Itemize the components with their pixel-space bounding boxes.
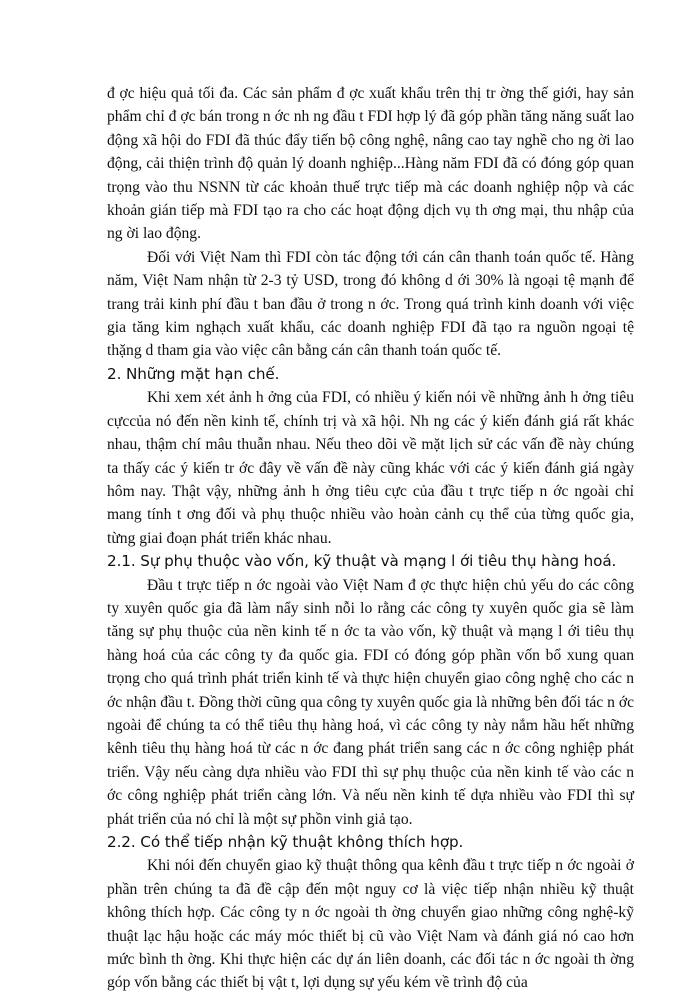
paragraph-fdi-benefits: đ ợc hiệu quả tối đa. Các sản phẩm đ ợc xuất khẩu trên thị tr ờng thế giới, hay sản phẩm chỉ đ ợc bán trong n ớc nh ng đầu t FDI hợp lý đã góp phần tăng năng suất lao động xã hội do FDI đã thúc đẩy tiến bộ công nghệ, nâng cao tay nghề cho ng ời lao động, cải thiện trình độ quản lý doanh nghiệp...Hàng năm FDI đã có đóng góp quan trọng vào thu NSNN từ các khoản thuế trực tiếp mà các doanh nghiệp nộp và các khoản gián tiếp mà FDI tạo ra cho các hoạt động dịch vụ th ơng mại, thu nhập của ng ời lao động. [107, 85, 634, 243]
paragraph-inappropriate-tech: Khi nói đến chuyển giao kỹ thuật thông qua kênh đầu t trực tiếp n ớc ngoài ở phần trên chúng ta đã đề cập đến một nguy cơ là việc tiếp nhận nhiều kỹ thuật không thích hợp. Các công ty n ớc ngoài th ờng chuyển giao những công nghệ-kỹ thuật lạc hậu hoặc các máy móc thiết bị cũ vào Việt Nam và đánh giá nó cao hơn mức bình th ờng. Khi thực hiện các dự án liên doanh, các đối tác n ớc ngoài th ờng góp vốn bằng các thiết bị vật t, lợi dụng sự yếu kém về trình độ của [107, 857, 634, 992]
section-heading-dependence: 2.1. Sự phụ thuộc vào vốn, kỹ thuật và mạng l ới tiêu thụ hàng hoá. [107, 552, 617, 571]
paragraph-dependence: Đầu t trực tiếp n ớc ngoài vào Việt Nam đ ợc thực hiện chủ yếu do các công ty xuyên quốc gia đã làm nẩy sinh nỗi lo rằng các công ty xuyên quốc gia sẽ làm tăng sự phụ thuộc của nền kinh tế n ớc ta vào vốn, kỹ thuật và mạng l ới tiêu thụ hàng hoá của các công ty đa quốc gia. FDI có đóng góp phần vốn bổ xung quan trọng cho quá trình phát triển kinh tế và thực hiện chuyển giao công nghệ cho các n ớc nhận đầu t. Đồng thời cũng qua công ty xuyên quốc gia là những bên đối tác n ớc ngoài để chúng ta có thể tiêu thụ hàng hoá, vì các công ty này nắm hầu hết những kênh tiêu thụ hàng hoá từ các n ớc đang phát triển sang các n ớc công nghiệp phát triển. Vậy nếu càng dựa nhiều vào FDI thì sự phụ thuộc của nền kinh tế vào các n ớc công nghiệp phát triển càng lớn. Và nếu nền kinh tế dựa nhiều vào FDI thì sự phát triển của nó chỉ là một sự phồn vinh giả tạo. [107, 576, 634, 828]
section-heading-limitations: 2. Những mặt hạn chế. [107, 364, 280, 383]
paragraph-negative-effects: Khi xem xét ảnh h ởng của FDI, có nhiều ý kiến nói về những ảnh h ởng tiêu cựccủa nó đến nền kinh tế, chính trị và xã hội. Nh ng các ý kiến đánh giá rất khác nhau, thậm chí mâu thuẫn nhau. Nếu theo dõi về mặt lịch sử các vấn đề này chúng ta thấy các ý kiến tr ớc đây về vấn đề này cũng khác với các ý kiến đánh giá ngày hôm nay. Thật vậy, những ảnh h ởng tiêu cực của đầu t trực tiếp n ớc ngoài chỉ mang tính t ơng đối và phụ thuộc nhiều vào hoàn cảnh cụ thể của từng quốc gia, từng giai đoạn phát triển khác nhau. [107, 389, 634, 547]
section-heading-inappropriate-tech: 2.2. Có thể tiếp nhận kỹ thuật không thích hợp. [107, 833, 464, 851]
paragraph-balance-of-payments: Đối với Việt Nam thì FDI còn tác động tới cán cân thanh toán quốc tế. Hàng năm, Việt Nam nhận từ 2-3 tỷ USD, trong đó không d ới 30% là ngoại tệ mạnh để trang trải kinh phí đầu t ban đầu ở trong n ớc. Trong quá trình kinh doanh với việc gia tăng kim nghạch xuất khẩu, các doanh nghiệp FDI đã tạo ra nguồn ngoại tệ thặng d tham gia vào việc cân bằng cán cân thanh toán quốc tế. [107, 248, 634, 360]
